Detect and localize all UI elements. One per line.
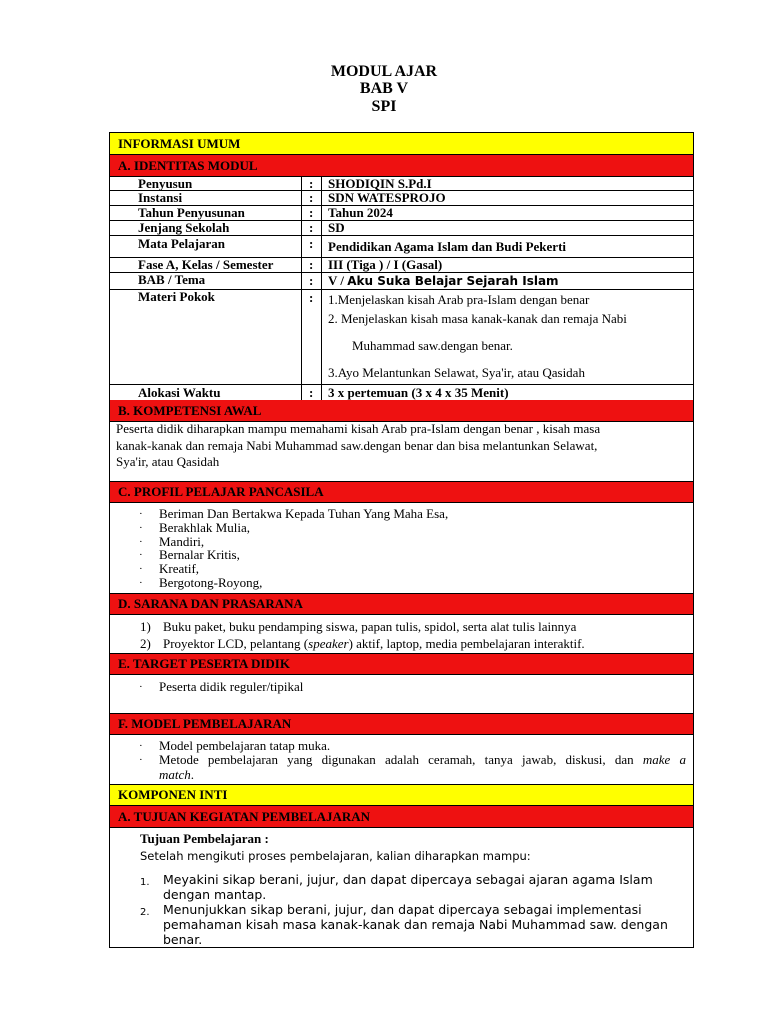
colon: : xyxy=(309,220,314,235)
section-model-pembelajaran: F. MODEL PEMBELAJARAN xyxy=(110,713,693,735)
label-alokasi: Alokasi Waktu xyxy=(138,385,221,400)
colon: : xyxy=(309,257,314,272)
doc-subject: SPI xyxy=(371,98,397,115)
label-jenjang: Jenjang Sekolah xyxy=(138,220,230,235)
section-identitas-modul: A. IDENTITAS MODUL xyxy=(110,155,693,177)
value-bab-prefix: V / xyxy=(328,273,345,288)
label-fase: Fase A, Kelas / Semester xyxy=(138,257,274,272)
sarana-item-2: Proyektor LCD, pelantang (speaker) aktif, laptop, media pembelajaran interaktif. xyxy=(163,636,585,651)
kompetensi-line-1: Peserta didik diharapkan mampu memahami kisah Arab pra-Islam dengan benar , kisah masa xyxy=(116,421,601,436)
sarana-num-1: 1) xyxy=(140,619,151,634)
tujuan-num-1: 1. xyxy=(140,877,150,888)
value-bab xyxy=(328,273,559,289)
tujuan-item-2-line-2: pemahaman kisah masa kanak-kanak dan remaja Nabi Muhammad saw. dengan xyxy=(163,917,668,932)
section-profil-pancasila: C. PROFIL PELAJAR PANCASILA xyxy=(110,481,693,503)
model-item-2-line-2: match. xyxy=(159,767,195,782)
value-mapel: Pendidikan Agama Islam dan Budi Pekerti xyxy=(328,239,567,254)
materi-item-2: 2. Menjelaskan kisah masa kanak-kanak dan remaja Nabi xyxy=(328,311,627,326)
section-tujuan-kegiatan: A. TUJUAN KEGIATAN PEMBELAJARAN xyxy=(110,806,693,828)
colon: : xyxy=(309,176,314,191)
label-bab: BAB / Tema xyxy=(138,272,206,287)
tujuan-subtitle: Tujuan Pembelajaran : xyxy=(140,831,269,846)
kompetensi-line-3: Sya'ir, atau Qasidah xyxy=(116,454,220,469)
colon: : xyxy=(309,190,314,205)
value-instansi: SDN WATESPROJO xyxy=(328,190,446,205)
label-mapel: Mata Pelajaran xyxy=(138,236,226,251)
doc-chapter: BAB V xyxy=(359,80,409,97)
tujuan-intro: Setelah mengikuti proses pembelajaran, kalian diharapkan mampu: xyxy=(140,849,531,863)
materi-item-2-cont: Muhammad saw.dengan benar. xyxy=(352,338,513,353)
value-fase: III (Tiga ) / I (Gasal) xyxy=(328,257,443,272)
doc-title: MODUL AJAR xyxy=(330,63,438,80)
value-bab-tema: Aku Suka Belajar Sejarah Islam xyxy=(347,274,559,288)
value-tahun: Tahun 2024 xyxy=(328,205,393,220)
tujuan-item-2-line-1: Menunjukkan sikap berani, jujur, dan dapat dipercaya sebagai implementasi xyxy=(163,902,642,917)
colon: : xyxy=(309,273,314,288)
tujuan-item-2-line-3: benar. xyxy=(163,932,203,947)
section-target-peserta: E. TARGET PESERTA DIDIK xyxy=(110,653,693,675)
sarana-num-2: 2) xyxy=(140,636,151,651)
tujuan-item-1-line-2: dengan mantap. xyxy=(163,887,267,902)
tujuan-num-2: 2. xyxy=(140,907,150,918)
section-komponen-inti: KOMPONEN INTI xyxy=(110,784,693,806)
value-jenjang: SD xyxy=(328,220,345,235)
value-alokasi: 3 x pertemuan (3 x 4 x 35 Menit) xyxy=(328,385,509,400)
tujuan-item-1-line-1: Meyakini sikap berani, jujur, dan dapat dipercaya sebagai ajaran agama Islam xyxy=(163,872,653,887)
section-kompetensi-awal: B. KOMPETENSI AWAL xyxy=(110,400,693,422)
colon: : xyxy=(309,205,314,220)
label-instansi: Instansi xyxy=(138,190,183,205)
section-sarana-prasarana: D. SARANA DAN PRASARANA xyxy=(110,593,693,615)
materi-item-3: 3.Ayo Melantunkan Selawat, Sya'ir, atau Qasidah xyxy=(328,365,585,380)
value-penyusun: SHODIQIN S.Pd.I xyxy=(328,176,432,191)
label-tahun: Tahun Penyusunan xyxy=(138,205,245,220)
section-informasi-umum: INFORMASI UMUM xyxy=(110,133,693,155)
label-penyusun: Penyusun xyxy=(138,176,193,191)
colon: : xyxy=(309,385,314,400)
model-item-2-line-1: Metode pembelajaran yang digunakan adalah ceramah, tanya jawab, diskusi, dan make a xyxy=(159,752,686,767)
label-materi: Materi Pokok xyxy=(138,289,215,304)
sarana-item-1: Buku paket, buku pendamping siswa, papan tulis, spidol, serta alat tulis lainnya xyxy=(163,619,577,634)
kompetensi-line-2: kanak-kanak dan remaja Nabi Muhammad saw.dengan benar dan bisa melantunkan Selawat, xyxy=(116,438,598,453)
colon: : xyxy=(309,290,314,305)
materi-item-1: 1.Menjelaskan kisah Arab pra-Islam dengan benar xyxy=(328,292,590,307)
colon: : xyxy=(309,236,314,251)
